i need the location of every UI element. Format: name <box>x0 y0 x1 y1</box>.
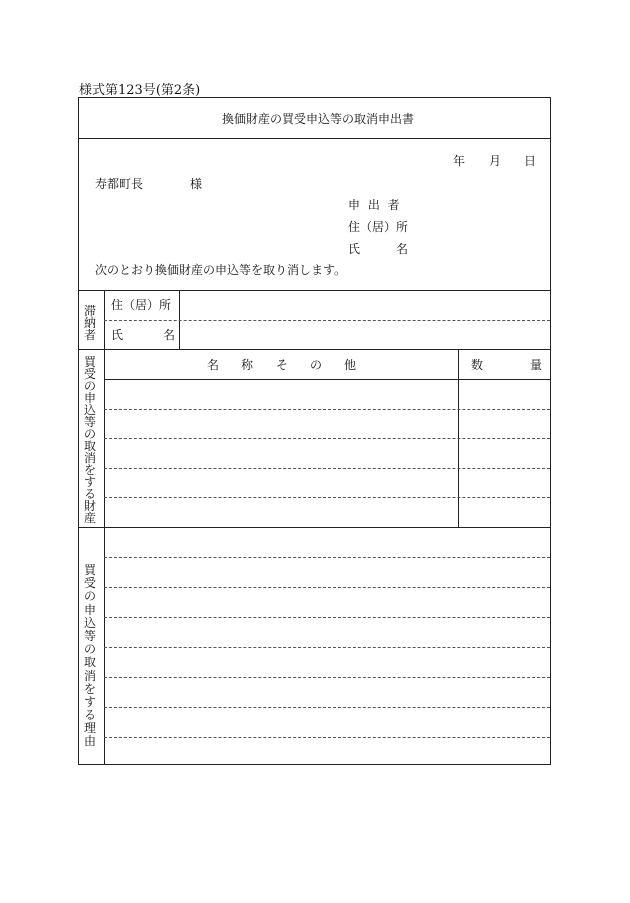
delinquent-divider <box>79 349 550 350</box>
delinquent-name-label-1: 氏 <box>111 328 124 342</box>
delinquent-address-label: 住（居）所 <box>111 298 172 312</box>
reason-side-label: 買 受 の 申 込 等 の 取 消 を す る 理 由 <box>83 563 96 749</box>
applicant-name-label: 氏 名 <box>348 242 413 256</box>
title-divider <box>79 138 550 139</box>
col-qty-header-1: 数 <box>471 358 484 372</box>
addressee-name: 寿都町長 <box>95 177 144 191</box>
form-code: 様式第123号(第2条) <box>79 83 201 98</box>
col-name-header-5: 他 <box>344 358 357 372</box>
reason-line <box>104 617 550 618</box>
date-day: 日 <box>524 154 537 168</box>
reason-line <box>104 557 550 558</box>
delinquent-name-label-2: 名 <box>163 328 176 342</box>
form-frame <box>78 97 551 765</box>
col-name-header-3: そ <box>276 358 289 372</box>
col-qty-header-2: 量 <box>530 358 543 372</box>
delinquent-side-label: 滞 納 者 <box>83 304 96 342</box>
col-name-header-1: 名 <box>207 358 220 372</box>
col-name-header-2: 称 <box>241 358 254 372</box>
property-side-label: 買 受 の 申 込 等 の 取 消 を す る 財 産 <box>83 355 96 525</box>
property-row-line <box>104 438 550 439</box>
reason-line <box>104 647 550 648</box>
property-row-line <box>104 409 550 410</box>
date-month: 月 <box>489 154 502 168</box>
date-year: 年 <box>453 154 466 168</box>
reason-line <box>104 677 550 678</box>
property-row-line <box>104 497 550 498</box>
reason-side-divider <box>104 527 105 765</box>
delinquent-row-divider <box>104 320 550 321</box>
reason-line <box>104 707 550 708</box>
addressee-honorific: 様 <box>190 177 203 191</box>
property-header-divider <box>104 379 550 380</box>
col-name-header-4: の <box>310 358 323 372</box>
form-title: 換価財産の買受申込等の取消申出書 <box>222 112 415 126</box>
applicant-address-label: 住（居）所 <box>348 220 409 234</box>
header-divider <box>79 290 550 291</box>
statement-text: 次のとおり換価財産の申込等を取り消します。 <box>95 263 347 277</box>
reason-line <box>104 587 550 588</box>
property-divider <box>79 527 550 528</box>
applicant-label: 申 出 者 <box>348 198 402 212</box>
property-row-line <box>104 468 550 469</box>
reason-line <box>104 737 550 738</box>
